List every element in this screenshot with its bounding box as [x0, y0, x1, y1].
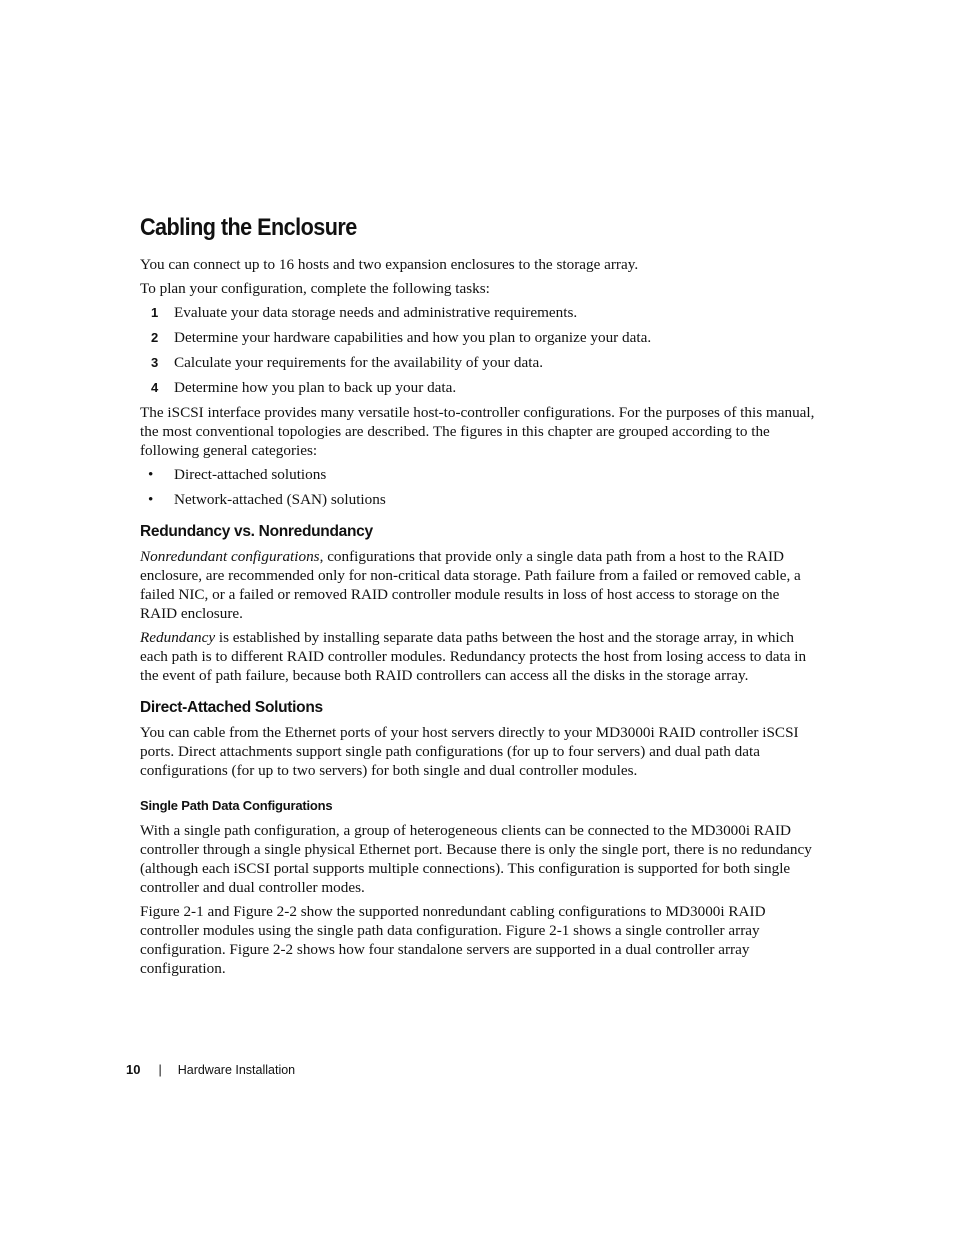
- list-item: [140, 465, 816, 484]
- page-number: 10: [126, 1062, 141, 1077]
- list-item: [140, 490, 816, 509]
- intro-paragraph-2: To plan your configuration, complete the following tasks:: [140, 280, 490, 297]
- single-path-paragraph-1: With a single path configuration, a group of heterogeneous clients can be connected to the MD3000i RAID controller through a single physical Ethernet port. Because there is only the single port, there is no redundancy (although each iSCSI portal supports multiple connections). This configuration is supported for both single controller and dual controller modes.: [140, 822, 812, 896]
- list-item: [140, 328, 816, 347]
- task-text: Calculate your requirements for the availability of your data.: [174, 354, 544, 371]
- task-list: [140, 303, 816, 397]
- task-number: 2: [151, 330, 159, 345]
- task-number: 3: [151, 355, 159, 370]
- task-text: Determine your hardware capabilities and how you plan to organize your data.: [174, 329, 652, 346]
- list-item: [140, 378, 816, 397]
- single-path-paragraph-2: Figure 2-1 and Figure 2-2 show the supported nonredundant cabling configurations to MD3000i RAID controller modules using the single path data configuration. Figure 2-1 shows a single controller array configuration. Figure 2-2 shows how four standalone servers are supported in a dual controller array configuration.: [140, 903, 766, 977]
- subsection-heading-single-path: Single Path Data Configurations: [140, 798, 333, 813]
- bullet-glyph: •: [148, 491, 154, 508]
- paragraph-text: , configurations that provide only a single data path from a host to the RAID enclosure, are recommended only for non-critical data storage. Path failure from a failed or removed cable, a failed NIC, or a failed or removed RAID controller module results in loss of host access to storage on the RAID enclosure.: [140, 548, 801, 622]
- bullet-glyph: •: [148, 466, 154, 483]
- redundancy-paragraph-1: [140, 547, 816, 623]
- category-list: [140, 465, 816, 509]
- list-item: [140, 353, 816, 372]
- direct-paragraph: You can cable from the Ethernet ports of your host servers directly to your MD3000i RAID controller iSCSI ports. Direct attachments support single path configurations (for up to four servers) and dual path data configurations (for up to two servers) for both single and dual controller modules.: [140, 724, 799, 779]
- intro-paragraph-1: You can connect up to 16 hosts and two expansion enclosures to the storage array.: [140, 256, 639, 273]
- task-text: Determine how you plan to back up your data.: [174, 379, 457, 396]
- task-text: Evaluate your data storage needs and administrative requirements.: [174, 304, 578, 321]
- list-item: [140, 303, 816, 322]
- category-text: Network-attached (SAN) solutions: [174, 491, 386, 508]
- italic-term: Redundancy: [140, 629, 216, 646]
- paragraph-text: is established by installing separate data paths between the host and the storage array, in which each path is to different RAID controller modules. Redundancy protects the host from losing access to data in the event of path failure, because both RAID controllers can access all the disks in the storage array.: [140, 629, 807, 684]
- footer-section-title: Hardware Installation: [177, 1063, 296, 1077]
- main-content: [140, 255, 816, 983]
- section-heading-direct-attached: Direct-Attached Solutions: [140, 699, 323, 716]
- section-heading-redundancy: Redundancy vs. Nonredundancy: [140, 523, 373, 540]
- footer-separator: |: [158, 1063, 162, 1077]
- page-title: Cabling the Enclosure: [140, 214, 357, 241]
- italic-term: Nonredundant configurations: [140, 548, 320, 565]
- iscsi-paragraph: The iSCSI interface provides many versatile host-to-controller configurations. For the purposes of this manual, the most conventional topologies are described. The figures in this chapter are grouped according to the following general categories:: [140, 404, 815, 459]
- task-number: 1: [151, 305, 159, 320]
- category-text: Direct-attached solutions: [174, 466, 327, 483]
- redundancy-paragraph-2: [140, 628, 816, 685]
- task-number: 4: [151, 380, 159, 395]
- page-footer: [126, 1062, 295, 1077]
